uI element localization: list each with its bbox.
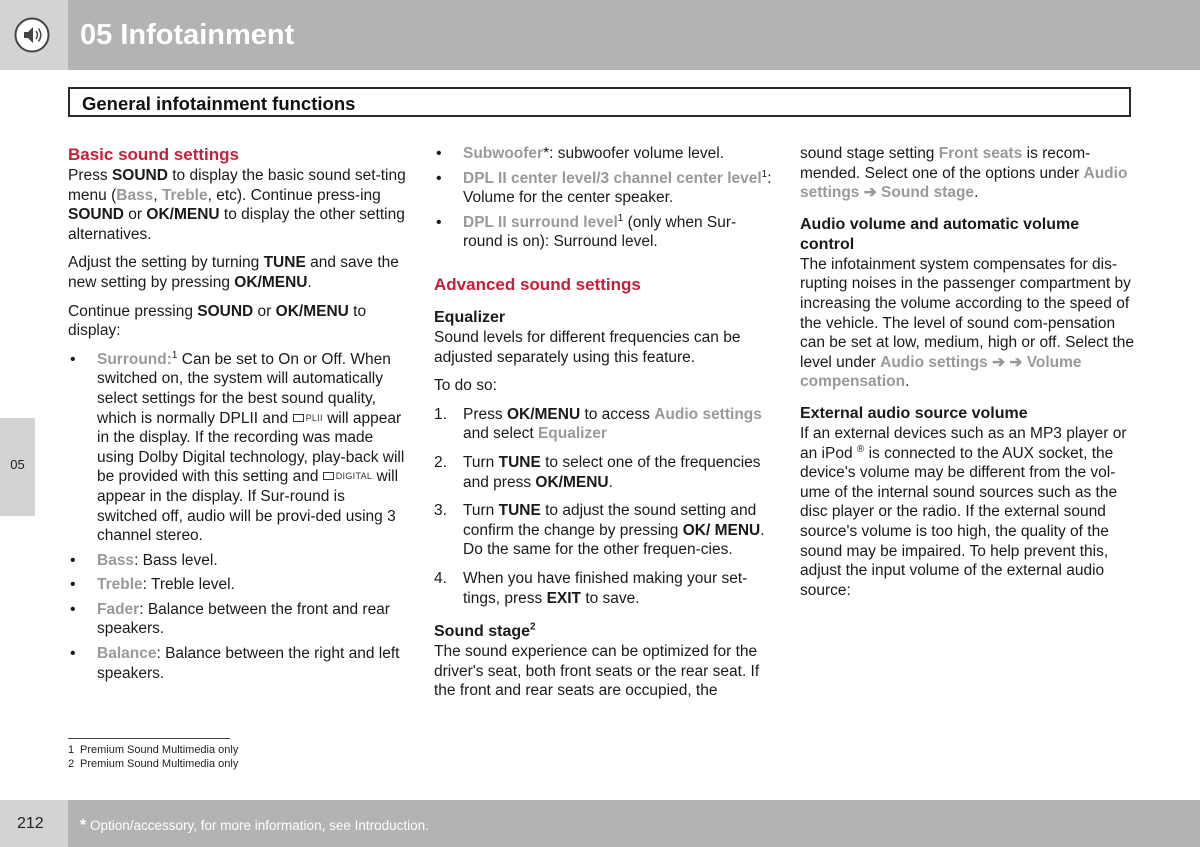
volume-list	[434, 144, 772, 252]
list-item: • Bass: Bass level.	[68, 551, 406, 571]
footer-note: * Option/accessory, for more information, see Introduction.	[80, 817, 429, 834]
heading-advanced-sound-settings: Advanced sound settings	[434, 274, 641, 294]
list-item: 4. When you have finished making your set-tings, press EXIT to save.	[434, 569, 748, 607]
column-2	[434, 140, 772, 710]
chapter-header	[0, 0, 1200, 70]
dolby-pl2-logo: PLII	[293, 409, 323, 429]
paragraph: If an external devices such as an MP3 player or an iPod ® is connected to the AUX socket, the device's volume may be different from the vol-ume of the internal sound sources such as the disc player or the radio. If the external sound source's volume is too high, the quality of the sound may be impaired. To help prevent this, adjust the input volume of the external audio source:	[800, 424, 1127, 599]
list-item: • Fader: Balance between the front and rear speakers.	[68, 600, 406, 639]
subheading-external-audio: External audio source volume	[800, 404, 1028, 422]
list-item: • DPL II center level/3 channel center level$^1$: Volume for the center speaker.	[434, 169, 772, 208]
footnote: 2 Premium Sound Multimedia only	[68, 758, 239, 770]
paragraph: Sound levels for different frequencies can be adjusted separately using this feature.	[434, 328, 741, 366]
sound-settings-list	[68, 350, 406, 684]
list-item: 1. Press OK/MENU to access Audio settings and select Equalizer	[434, 405, 762, 443]
list-item: • Surround:$^1$ Can be set to On or Off. When switched on, the system will automatically select settings for the best sound quality, which is normally DPLII and PLII will appear in the display. If the recording was made using Dolby Digital technology, play-back will be provided with this setting and DIGITAL will appear in the display. If Sur-round is switched off, audio will be provi-ded using 3 channel stereo.	[68, 350, 406, 546]
chapter-icon-box	[0, 0, 68, 70]
list-item: 2. Turn TUNE to select one of the frequencies and press OK/MENU.	[434, 453, 761, 491]
page-number-box	[0, 800, 68, 847]
dolby-digital-logo: DIGITAL	[323, 467, 372, 487]
side-tab-label: 05	[10, 457, 25, 472]
paragraph: The infotainment system compensates for dis-rupting noises in the passenger compartment by increasing the volume according to the speed of the vehicle. The level of sound com-pensation can be set at low, medium, high or off. Select the level under Audio settings ➔ ➔ Volume compensation.	[800, 255, 1135, 391]
heading-basic-sound-settings: Basic sound settings	[68, 145, 239, 164]
page-footer	[0, 800, 1200, 847]
subheading-audio-volume: Audio volume and automatic volume control	[800, 215, 1080, 253]
list-item: • Treble: Treble level.	[68, 575, 406, 595]
paragraph: Press SOUND to display the basic sound set-ting menu (Bass, Treble, etc). Continue press-ing SOUND or OK/MENU to display the other setting alternatives.	[68, 167, 406, 243]
paragraph: sound stage setting Front seats is recom-mended. Select one of the options under Audio settings ➔ Sound stage.	[800, 145, 1128, 202]
speaker-icon	[14, 17, 50, 53]
page-number: 212	[17, 815, 44, 832]
list-item: • DPL II surround level$^1$ (only when Sur-round is on): Surround level.	[434, 213, 772, 252]
paragraph: To do so:	[434, 377, 497, 395]
chapter-title: 05 Infotainment	[80, 19, 295, 51]
column-3	[800, 140, 1136, 609]
footnote: 1 Premium Sound Multimedia only	[68, 744, 239, 756]
section-title-box	[68, 87, 1131, 117]
equalizer-steps	[434, 405, 772, 608]
paragraph: Adjust the setting by turning TUNE and save the new setting by pressing OK/MENU.	[68, 254, 399, 291]
section-title: General infotainment functions	[82, 93, 356, 114]
list-item: 3. Turn TUNE to adjust the sound setting and confirm the change by pressing OK/ MENU. Do the same for the other frequen-cies.	[434, 502, 765, 559]
footnote-divider	[68, 738, 230, 739]
subheading-sound-stage: Sound stage$^2$	[434, 621, 536, 641]
paragraph: Continue pressing SOUND or OK/MENU to display:	[68, 302, 367, 340]
chapter-side-tab	[0, 418, 35, 516]
list-item: • Balance: Balance between the right and left speakers.	[68, 644, 406, 683]
subheading-equalizer: Equalizer	[434, 308, 506, 326]
list-item: • Subwoofer*: subwoofer volume level.	[434, 144, 772, 164]
column-1	[68, 140, 406, 691]
paragraph: The sound experience can be optimized for the driver's seat, both front seats or the rear seat. If the front and rear seats are occupied, the	[434, 643, 760, 700]
